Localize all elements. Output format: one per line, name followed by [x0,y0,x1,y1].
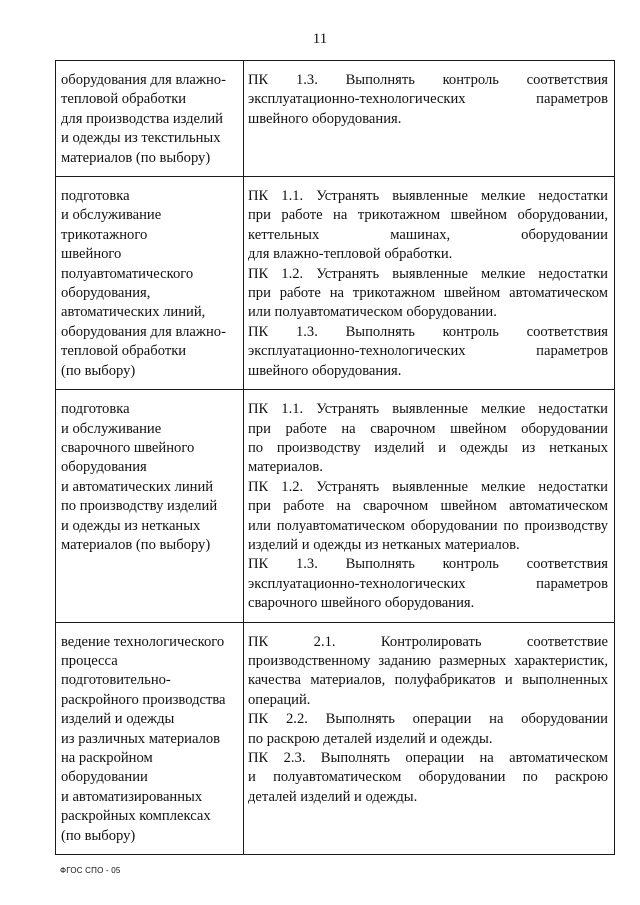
competency-line: или полуавтоматическом оборудовании. [248,304,497,321]
table-row [56,177,615,390]
competency-line: ПК 1.1. Устранять выявленные мелкие недостатки [248,188,608,205]
competency-line: материалов. [248,459,323,476]
competency-line: эксплуатационно-технологических параметров [248,575,608,592]
competency-line: при работе на сварочном швейном оборудовании [248,420,608,437]
activity-line: и одежды из текстильных [61,130,221,147]
competency-line: по раскрою деталей изделий и одежды. [248,730,493,747]
activity-line: оборудования [61,459,147,476]
activity-line: и автоматизированных [61,788,203,805]
activity-cell [56,177,244,390]
activity-line: тепловой обработки [61,91,187,108]
activity-line: и одежды из нетканых [61,517,201,534]
activity-line: (по выбору) [61,362,136,379]
activity-line: автоматических линий, [61,304,206,321]
competency-line: при работе на сварочном швейном автоматическом [248,498,608,515]
competency-cell [244,390,615,622]
competency-cell [244,61,615,177]
activity-line: материалов (по выбору) [61,149,211,166]
activity-line: оборудовании [61,769,148,786]
activity-line: оборудования для влажно- [61,72,226,88]
competency-line: ПК 1.2. Устранять выявленные мелкие недостатки [248,478,608,495]
activity-line: из различных материалов [61,730,221,747]
competency-line: производственному заданию размерных характеристик, [248,652,608,669]
activity-line: подготовка [61,188,130,205]
page-number: 11 [312,31,328,47]
activity-cell [56,390,244,622]
activity-line: изделий и одежды [61,711,175,728]
activity-line: полуавтоматического [61,265,194,282]
activity-line: по производству изделий [61,498,218,515]
activity-cell [56,622,244,854]
competency-line: эксплуатационно-технологических параметров [248,343,608,360]
competency-line: эксплуатационно-технологических параметров [248,91,608,108]
competency-line: кеттельных машинах, оборудовании [248,226,608,243]
table-row [56,390,615,622]
competency-line: ПК 1.2. Устранять выявленные мелкие недостатки [248,265,608,282]
competency-line: ПК 1.1. Устранять выявленные мелкие недостатки [248,401,608,418]
activity-line: швейного [61,246,122,263]
competency-line: или полуавтоматическом оборудовании по производству [248,517,608,534]
competency-line: изделий и одежды из нетканых материалов. [248,536,520,553]
activity-line: и обслуживание [61,207,162,224]
competency-line: ПК 1.3. Выполнять контроль соответствия [248,556,608,573]
activity-line: трикотажного [61,226,148,243]
activity-line: процесса [61,652,118,669]
competency-line: при работе на трикотажном швейном автоматическом [248,285,608,302]
activity-line: сварочного швейного [61,439,195,456]
competency-line: ПК 2.2. Выполнять операции на оборудовании [248,711,608,728]
activity-line: раскройных комплексах [61,808,211,825]
competency-cell [244,622,615,854]
activity-line: оборудования для влажно- [61,323,226,340]
activity-line: и обслуживание [61,420,162,437]
competency-line: ПК 2.3. Выполнять операции на автоматическом [248,750,608,766]
competency-line: ПК 2.1. Контролировать соответствие [248,633,608,650]
competency-line: и полуавтоматическом оборудовании по раскрою [248,769,608,786]
activity-line: подготовительно- [61,672,171,689]
competency-line: сварочного швейного оборудования. [248,595,475,612]
competency-cell [244,177,615,390]
competency-line: швейного оборудования. [248,110,402,127]
activity-line: для производства изделий [61,110,223,127]
competency-line: по производству изделий и одежды из нетканых [248,439,608,456]
activity-line: оборудования, [61,285,151,302]
activity-line: раскройного производства [61,691,226,708]
activity-cell [56,61,244,177]
competency-line: ПК 1.3. Выполнять контроль соответствия [248,323,608,340]
activity-line: материалов (по выбору) [61,536,211,553]
competency-line: швейного оборудования. [248,362,402,379]
activity-line: и автоматических линий [61,478,214,495]
competency-table-body [56,61,615,855]
competency-line: операций. [248,691,311,708]
competency-line: ПК 1.3. Выполнять контроль соответствия [248,72,608,88]
competency-line: при работе на трикотажном швейном оборудовании, [248,207,608,224]
activity-line: тепловой обработки [61,343,187,360]
table-row [56,622,615,854]
competency-line: для влажно-тепловой обработки. [248,246,453,263]
footer-doc-code: ФГОС СПО - 05 [60,866,121,875]
competency-line: деталей изделий и одежды. [248,788,418,805]
competency-line: качества материалов, полуфабрикатов и выполненных [248,672,608,689]
activity-line: на раскройном [61,750,153,766]
table-row [56,61,615,177]
activity-line: (по выбору) [61,827,136,844]
activity-line: ведение технологического [61,633,225,650]
competency-table [55,60,615,855]
activity-line: подготовка [61,401,130,418]
